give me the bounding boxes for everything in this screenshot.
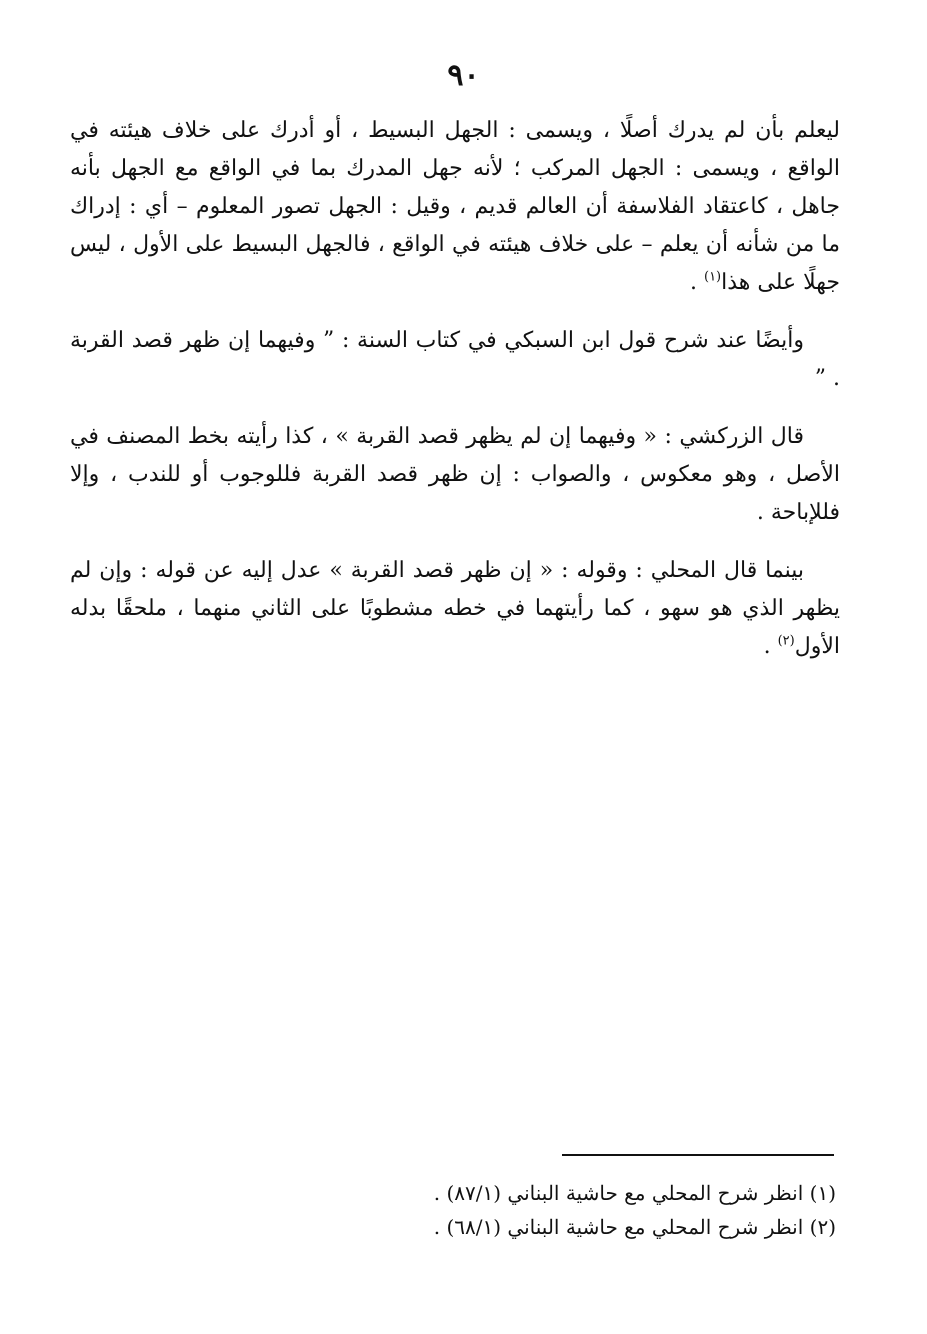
footnotes xyxy=(70,1176,836,1244)
main-text xyxy=(70,112,840,686)
paragraph-text-end: . xyxy=(763,634,778,659)
paragraph-text: ليعلم بأن لم يدرك أصلًا ، ويسمى : الجهل البسيط ، أو أدرك على خلاف هيئته في الواقع ، ويسمى : الجهل المركب ؛ لأنه جهل المدرك بما في الواقع مع الجهل بأنه جاهل ، كاعتقاد الفلاسفة أن العالم قديم ، وقيل : الجهل تصور المعلوم – أي : إدراك ما من شأنه أن يعلم – على خلاف هيئته في الواقع ، فالجهل البسيط على الأول ، ليس جهلًا على هذا xyxy=(70,118,840,295)
page-number: ٩٠ xyxy=(447,58,480,93)
paragraph: وأيضًا عند شرح قول ابن السبكي في كتاب السنة : ” وفيهما إن ظهر قصد القربة . ” xyxy=(70,328,840,391)
footnote-separator xyxy=(562,1154,834,1156)
paragraph xyxy=(70,112,840,302)
footnote-reference: (٢) xyxy=(777,633,795,649)
footnote-reference: (١) xyxy=(703,269,722,285)
footnote-item: (٢) انظر شرح المحلي مع حاشية البناني (٦٨/١) . xyxy=(433,1215,836,1239)
footnote-item: (١) انظر شرح المحلي مع حاشية البناني (٨٧/١) . xyxy=(433,1181,836,1205)
paragraph-text-end: . xyxy=(689,270,704,295)
paragraph-text: بينما قال المحلي : وقوله : « إن ظهر قصد القربة » عدل إليه عن قوله : وإن لم يظهر الذي هو سهو ، كما رأيتهما في خطه مشطوبًا على الثاني منهما ، ملحقًا بدله الأول xyxy=(70,558,840,659)
paragraph: قال الزركشي : « وفيهما إن لم يظهر قصد القربة » ، كذا رأيته بخط المصنف في الأصل ، وهو معكوس ، والصواب : إن ظهر قصد القربة فللوجوب أو للندب ، وإلا فللإباحة . xyxy=(70,424,840,525)
paragraph xyxy=(70,552,840,666)
